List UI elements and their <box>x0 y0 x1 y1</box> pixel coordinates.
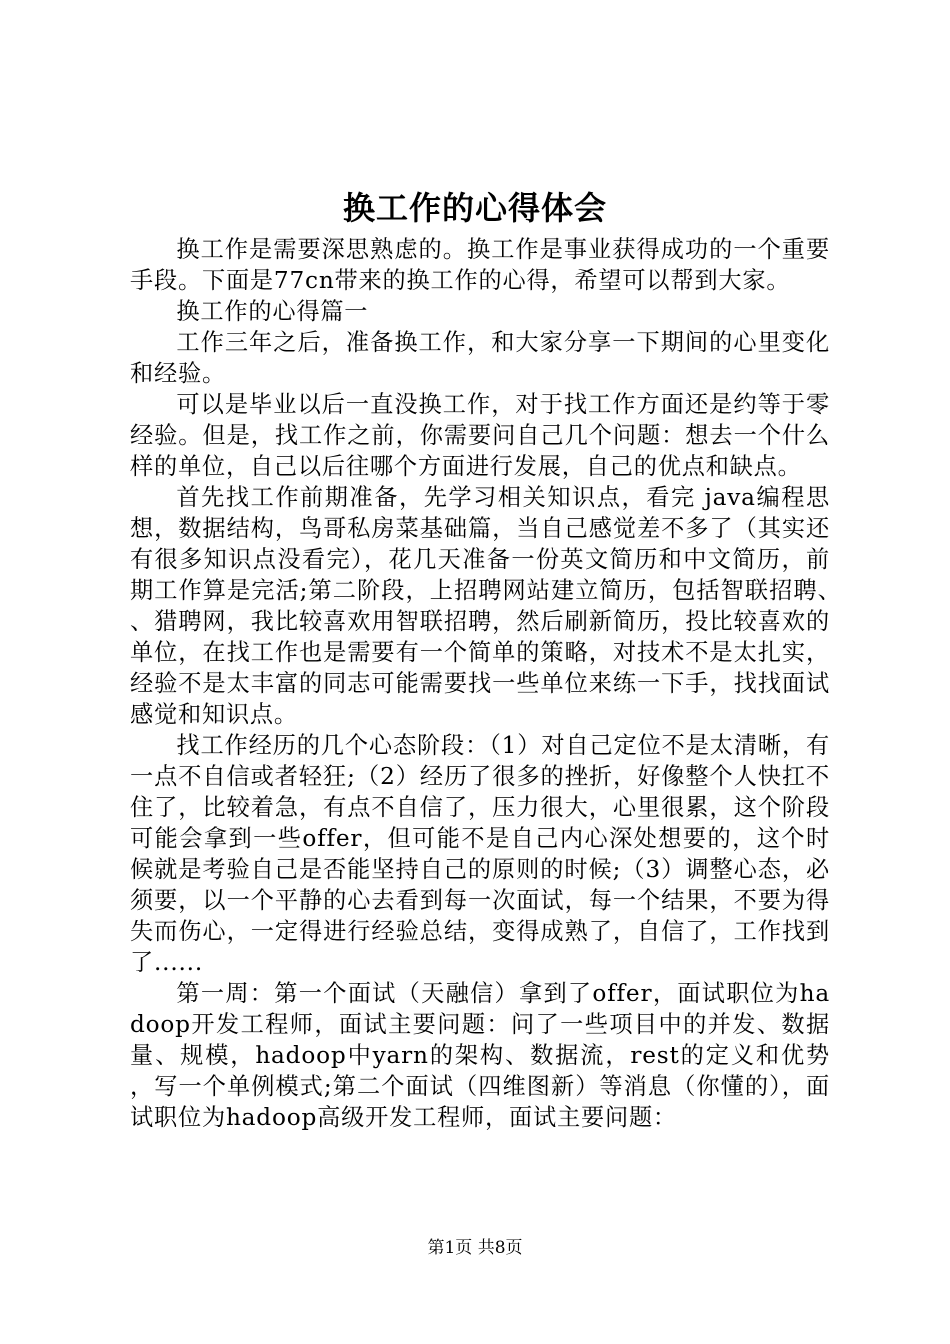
paragraph-1: 工作三年之后，准备换工作，和大家分享一下期间的心里变化和经验。 <box>130 329 830 387</box>
paragraph-intro: 换工作是需要深思熟虑的。换工作是事业获得成功的一个重要手段。下面是77cn带来的换工作的心得，希望可以帮到大家。 <box>130 236 830 294</box>
paragraph-5: 第一周：第一个面试（天融信）拿到了offer，面试职位为hadoop开发工程师，面试主要问题：问了一些项目中的并发、数据量、规模，hadoop中yarn的架构、数据流，rest的定义和优势，写一个单例模式;第二个面试（四维图新）等消息（你懂的），面试职位为hadoop高级开发工程师，面试主要问题： <box>130 980 830 1131</box>
document-title: 换工作的心得体会 <box>342 189 607 227</box>
paragraph-2: 可以是毕业以后一直没换工作，对于找工作方面还是约等于零经验。但是，找工作之前，你需要问自己几个问题：想去一个什么样的单位，自己以后往哪个方面进行发展，自己的优点和缺点。 <box>130 391 830 480</box>
page-footer: 第1页 共8页 <box>427 1238 523 1258</box>
paragraph-3: 首先找工作前期准备，先学习相关知识点，看完 java编程思想，数据结构，鸟哥私房菜基础篇，当自己感觉差不多了（其实还有很多知识点没看完），花几天准备一份英文简历和中文简历，前期工作算是完活;第二阶段，上招聘网站建立简历，包括智联招聘、、猎聘网，我比较喜欢用智联招聘，然后刷新简历，投比较喜欢的单位，在找工作也是需要有一个简单的策略，对技术不是太扎实，经验不是太丰富的同志可能需要找一些单位来练一下手，找找面试感觉和知识点。 <box>130 484 830 728</box>
paragraph-4: 找工作经历的几个心态阶段：（1）对自己定位不是太清晰，有一点不自信或者轻狂;（2）经历了很多的挫折，好像整个人快扛不住了，比较着急，有点不自信了，压力很大，心里很累，这个阶段可能会拿到一些offer，但可能不是自己内心深处想要的，这个时候就是考验自己是否能坚持自己的原则的时候;（3）调整心态，必须要，以一个平静的心去看到每一次面试，每一个结果，不要为得失而伤心，一定得进行经验总结，变得成熟了，自信了，工作找到了...... <box>130 732 830 976</box>
document-body <box>130 234 830 1133</box>
paragraph-section-heading: 换工作的心得篇一 <box>176 298 369 325</box>
